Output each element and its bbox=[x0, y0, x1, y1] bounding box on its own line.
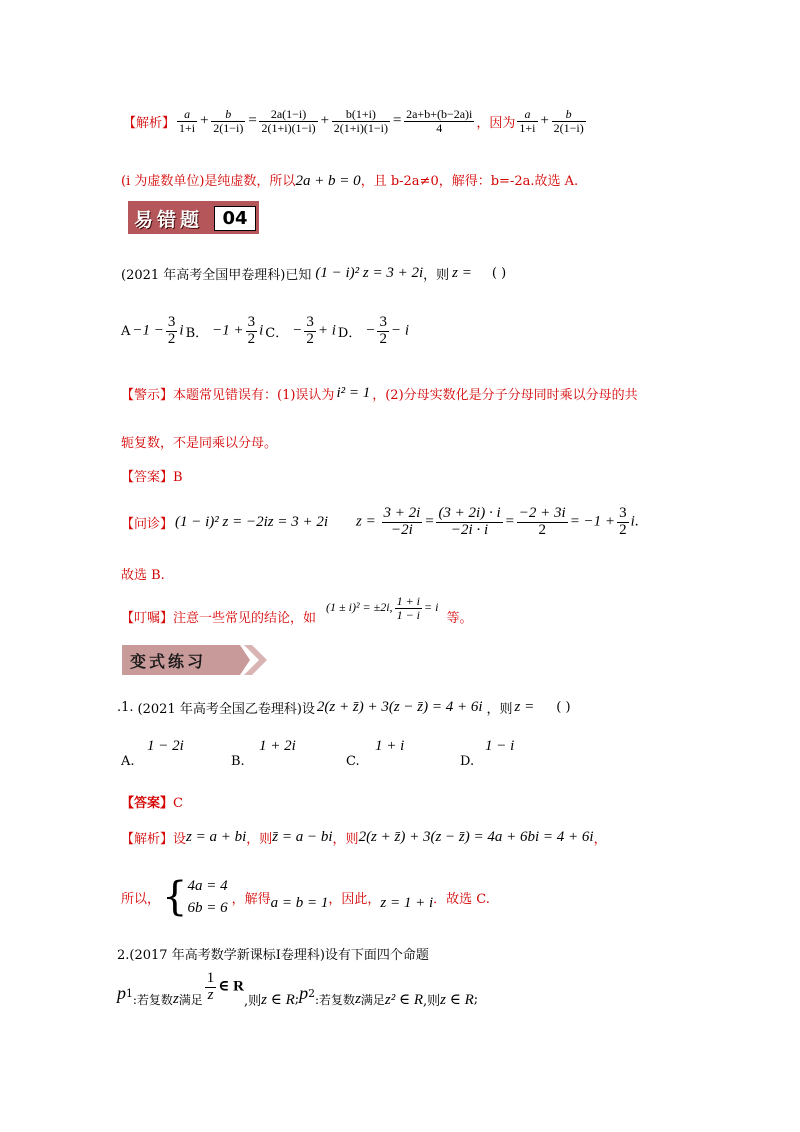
question-equation: (1 − i)² z = 3 + 2i bbox=[315, 265, 424, 281]
q2-propositions: p 1 :若复数 z 满足 $\frac{1}{z}$ ∈ R ,则 z ∈ R ; p 2 :若复数 z 满足 z² ∈ R ,则 z ∈ R ; bbox=[117, 969, 479, 1009]
answer-tag: 【答案】 bbox=[121, 796, 174, 811]
warning-line-2: 轭复数，不是同乘以分母。 bbox=[121, 436, 278, 451]
eq-2a-plus-b: 2a + b = 0 bbox=[295, 173, 361, 189]
frac-num: b bbox=[565, 106, 572, 121]
frac-den: 2(1+i)(1−i) bbox=[333, 120, 388, 135]
pick-b: 故选 B. bbox=[121, 568, 165, 583]
solution-tag: 【解析】 bbox=[121, 832, 174, 847]
frac-num: 2a(1−i) bbox=[270, 106, 307, 121]
p2-label: p bbox=[299, 982, 309, 1003]
solution-line-2: 所以， { 4a = 4 6b = 6 ，解得 a = b = 1 ，因此， z = 1 + i ．故选 C. bbox=[121, 874, 490, 920]
answer-value: B bbox=[173, 470, 183, 485]
option-a-label: A bbox=[121, 323, 131, 339]
answer-1 bbox=[121, 466, 183, 485]
q1-equation: 2(z + z̄) + 3(z − z̄) = 4 + 6i bbox=[316, 699, 483, 715]
diagnosis-line: 【问诊】 (1 − i)² z = −2iz = 3 + 2i z = $\frac{3 + 2i}{-2i}$ = $\frac{(3 + 2i) \cdot i}{-2i \cdot i}$ = $\frac{-2 + 3i}{2}$ = −1 + $\frac{3}{2}$ i. bbox=[121, 504, 639, 538]
frac-den: 2(1+i)(1−i) bbox=[261, 120, 316, 135]
diagnosis-tag: 【问诊】 bbox=[121, 516, 174, 532]
frac-num: a bbox=[184, 106, 191, 121]
frac-den: 2(1−i) bbox=[213, 120, 244, 135]
banner-title: 易错题 bbox=[134, 209, 204, 231]
q1-option-d-value: 1 − i bbox=[485, 738, 515, 754]
option-b-label: B． bbox=[185, 325, 209, 341]
analysis-line-2: (i 为虚数单位)是纯虚数，所以2a + b = 0，且 b-2a≠0，解得：b=-2a.故选 A. bbox=[121, 173, 579, 189]
because-text: ，因为 bbox=[476, 115, 516, 131]
reminder-tag: 【叮嘱】 bbox=[121, 610, 174, 626]
warning-line-1: 【警示】 本题常见错误有：(1)误认为 i² = 1 ，(2)分母实数化是分子分母同时乘以分母的共 bbox=[121, 385, 638, 403]
answer-tag: 【答案】 bbox=[121, 470, 174, 485]
practice-banner-title: 变式练习 bbox=[130, 652, 207, 671]
error-prone-banner bbox=[128, 201, 259, 234]
q1-option-c-label: C. bbox=[346, 754, 360, 769]
q1-option-a-label: A. bbox=[121, 754, 135, 769]
practice-banner bbox=[122, 645, 270, 675]
q1-option-d-label: D. bbox=[460, 754, 475, 769]
reminder-line: 【叮嘱】 注意一些常见的结论，如 (1 ± i)² = ±2i, $\frac{1 + i}{1 - i}$ = i 等。 bbox=[121, 593, 473, 626]
q1-stem: .1. (2021 年高考全国乙卷理科)设 2(z + z̄) + 3(z − z̄) = 4 + 6i ，则 z = ( ) bbox=[117, 699, 571, 717]
eq-i-squared: i² = 1 bbox=[336, 385, 371, 401]
frac-num: b(1+i) bbox=[345, 106, 376, 121]
q1-option-b-value: 1 + 2i bbox=[259, 738, 296, 754]
answer-value: C bbox=[173, 796, 183, 811]
q2-stem: 2.(2017 年高考数学新课标Ⅰ卷理科)设有下面四个命题 bbox=[117, 948, 429, 963]
p1-label: p bbox=[117, 982, 126, 1003]
analysis-tag: 【解析】 bbox=[123, 115, 176, 131]
q1-option-a-value: 1 − 2i bbox=[147, 738, 184, 754]
equation-system: { 4a = 4 6b = 6 bbox=[162, 874, 228, 920]
question-options: A −1 − $\frac{3}{2}$ i B． −1 + $\frac{3}{2}$ i C． − $\frac{3}{2}$ + i D． − $\frac{3}{2}$ − i bbox=[121, 314, 410, 347]
q1-options bbox=[121, 738, 641, 768]
frac-num: a bbox=[524, 106, 531, 121]
analysis-line-1: 【解析】 $\frac{a}{1+i}$ + $\frac{b}{2(1-i)}$ = $\frac{2a(1-i)}{2(1+i)(1-i)}$ + $\frac{b(1+i)}{2(1+i)(1-i)}$ = $\frac{2a+b+(b-2a)i}{4}$ ，因为 $\frac{a}{1+i}$ + $\frac{b}{2(1-i)}$ bbox=[123, 106, 584, 135]
question-stem: (2021 年高考全国甲卷理科)已知 (1 − i)² z = 3 + 2i ，则 z = ( ) bbox=[121, 265, 507, 283]
frac-den: 1+i bbox=[179, 120, 196, 135]
option-d-label: D． bbox=[337, 325, 362, 341]
solution-line-1: 【解析】 设 z = a + bi ，则 z̄ = a − bi ，则 2(z + z̄) + 3(z − z̄) = 4a + 6bi = 4 + 6i ， bbox=[121, 829, 607, 847]
banner-number: 04 bbox=[214, 206, 256, 231]
frac-den: 2(1−i) bbox=[553, 120, 584, 135]
answer-2 bbox=[121, 792, 183, 811]
q1-option-c-value: 1 + i bbox=[375, 738, 405, 754]
option-c-label: C． bbox=[265, 325, 289, 341]
warning-tag: 【警示】 bbox=[121, 388, 174, 403]
frac-num: b bbox=[225, 106, 232, 121]
frac-den: 1+i bbox=[519, 120, 536, 135]
frac-num: 2a+b+(b−2a)i bbox=[406, 106, 473, 121]
frac-den: 4 bbox=[404, 121, 474, 135]
q1-option-b-label: B. bbox=[231, 754, 245, 769]
